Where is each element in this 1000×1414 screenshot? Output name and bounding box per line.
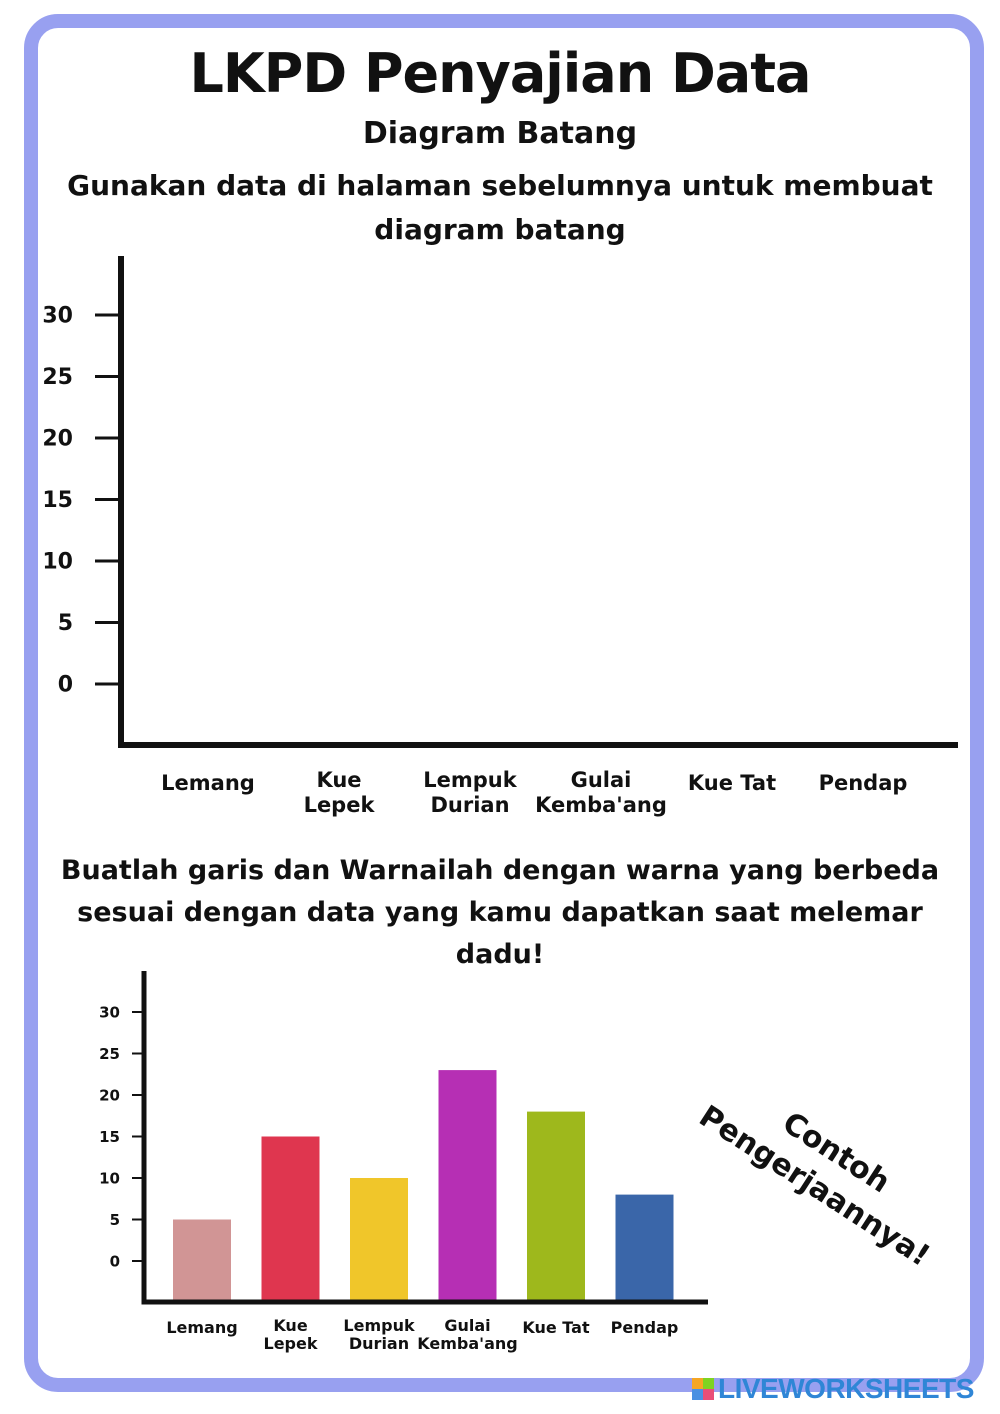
x-category-label: Lempuk: [343, 1316, 415, 1335]
x-category-label: Kue: [273, 1316, 308, 1335]
x-category-label: Lepek: [263, 1334, 318, 1353]
y-tick-label: 0: [57, 672, 73, 698]
x-category-label: Lemang: [166, 1318, 238, 1337]
example-bar-chart: [80, 965, 720, 1365]
bar: [527, 1112, 585, 1300]
y-tick-label: 10: [99, 1169, 120, 1188]
x-category-label: Durian: [348, 1334, 410, 1353]
y-tick-label: 20: [42, 426, 73, 452]
empty-bar-chart[interactable]: [30, 250, 970, 840]
x-category-label: Gulai: [444, 1316, 491, 1335]
x-category-label: Pendap: [610, 1318, 679, 1337]
page-title: LKPD Penyajian Data: [189, 42, 811, 105]
logo-text: LIVEWORKSHEETS: [718, 1373, 974, 1404]
coloring-instruction-text: Buatlah garis dan Warnailah dengan warna yang berbeda sesuai dengan data yang kamu dapatkan saat melemar dadu!: [60, 855, 940, 970]
bar: [616, 1195, 674, 1300]
x-category-label: Lempuk: [423, 768, 517, 792]
bar: [439, 1070, 497, 1299]
x-category-label: Kue Tat: [687, 771, 777, 795]
x-category-label: Gulai: [570, 768, 632, 792]
x-category-label: Kue Tat: [522, 1318, 590, 1337]
y-tick-label: 25: [99, 1044, 120, 1063]
instruction-text: Gunakan data di halaman sebelumnya untuk membuat diagram batang: [67, 169, 933, 246]
y-tick-label: 5: [109, 1210, 120, 1229]
y-tick-label: 30: [42, 303, 73, 329]
y-tick-label: 15: [42, 488, 73, 514]
bar: [262, 1137, 320, 1300]
liveworksheets-logo-icon: [692, 1378, 714, 1400]
x-category-label: Lepek: [303, 793, 375, 817]
y-tick-label: 25: [42, 365, 73, 391]
y-tick-label: 20: [99, 1086, 120, 1105]
x-category-label: Kue: [316, 768, 362, 792]
y-tick-label: 15: [99, 1127, 120, 1146]
page-subtitle: Diagram Batang: [362, 116, 638, 151]
example-label: Contoh Pengerjaannya!: [692, 1098, 936, 1274]
x-category-label: Durian: [430, 793, 510, 817]
y-tick-label: 5: [57, 611, 73, 637]
x-category-label: Pendap: [818, 771, 908, 795]
liveworksheets-logo[interactable]: [692, 1372, 974, 1406]
x-category-label: Kemba'ang: [535, 793, 667, 817]
x-category-label: Kemba'ang: [417, 1334, 518, 1353]
y-tick-label: 0: [109, 1252, 120, 1271]
bar: [173, 1220, 231, 1300]
y-tick-label: 30: [99, 1003, 120, 1022]
x-category-label: Lemang: [161, 771, 255, 795]
bar: [350, 1178, 408, 1300]
y-tick-label: 10: [42, 549, 73, 575]
